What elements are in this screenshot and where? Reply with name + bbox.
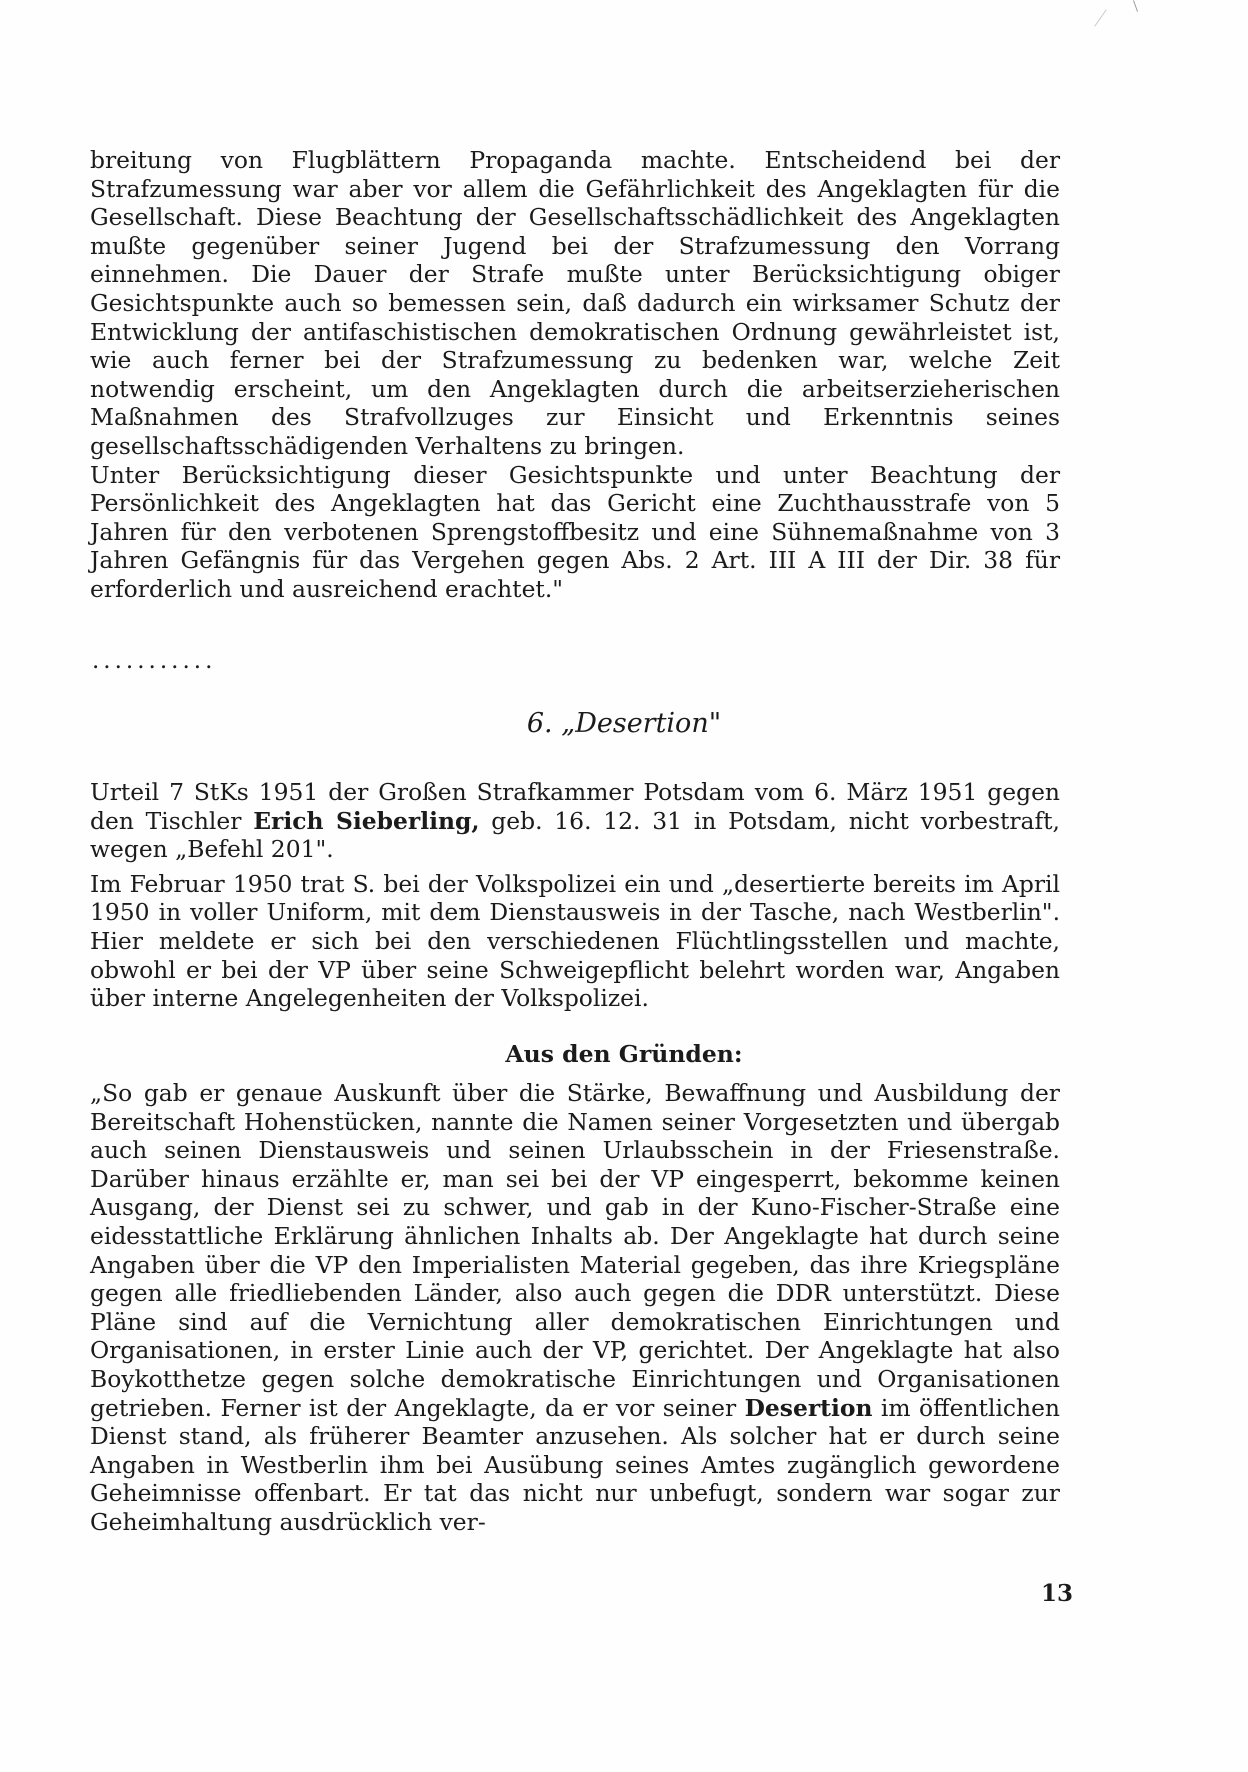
grounds-text-part2: im öffentlichen Dienst stand, als früherer Beamter anzusehen. Als solcher hat er durch seine Angaben in Westberlin ihm bei Ausübung seines Amtes zugänglich gewordene Geheimnisse offenbart. Er tat das nicht nur unbefugt, sondern war sogar zur Geheimhaltung ausdrücklich ver- — [90, 1393, 1060, 1536]
facts-paragraph: Im Februar 1950 trat S. bei der Volkspolizei ein und „desertierte bereits im April 1950 in voller Uniform, mit dem Dienstausweis in der Tasche, nach Westberlin". Hier meldete er sich bei den verschiedenen Flüchtlingsstellen und machte, obwohl er bei der VP über seine Schweigepflicht belehrt worden war, Angaben über interne Angelegenheiten der Volkspolizei. — [90, 869, 1060, 1013]
judgment-paragraph — [90, 778, 1060, 864]
paragraph: breitung von Flugblättern Propaganda machte. Entscheidend bei der Strafzumessung war aber vor allem die Gefährlichkeit des Angeklagten für die Gesellschaft. Diese Beachtung der Gesellschaftsschädlichkeit des Angeklagten mußte gegenüber seiner Jugend bei der Strafzumessung den Vorrang einnehmen. Die Dauer der Strafe mußte unter Berücksichtigung obiger Gesichtspunkte auch so bemessen sein, daß dadurch ein wirksamer Schutz der Entwicklung der antifaschistischen demokratischen Ordnung gewährleistet ist, wie auch ferner bei der Strafzumessung zu bedenken war, welche Zeit notwendig erscheint, um den Angeklagten durch die arbeitserzieherischen Maßnahmen des Strafvollzuges zur Einsicht und Erkenntnis seines gesellschaftsschädigenden Verhaltens zu bringen. — [90, 146, 1060, 460]
scan-mark — [1094, 10, 1106, 27]
ellipsis-marker: ........... — [92, 648, 217, 674]
grounds-heading: Aus den Gründen: — [505, 1040, 743, 1068]
grounds-text-part1: „So gab er genaue Auskunft über die Stärke, Bewaffnung und Ausbildung der Bereitschaft Hohenstücken, nannte die Namen seiner Vorgesetzten und übergab auch seinen Dienstausweis und seinen Urlaubsschein in der Friesenstraße. Darüber hinaus erzählte er, man sei bei der VP eingesperrt, bekomme keinen Ausgang, der Dienst sei zu schwer, und gab in der Kuno-Fischer-Straße eine eidesstattliche Erklärung ähnlichen Inhalts ab. Der Angeklagte hat durch seine Angaben über die VP den Imperialisten Material gegeben, das ihre Kriegspläne gegen alle friedliebenden Länder, also auch gegen die DDR unterstützt. Diese Pläne sind auf die Vernichtung aller demokratischen Einrichtungen und Organisationen, in erster Linie auch der VP, gerichtet. Der Angeklagte hat also Boykotthetze gegen solche demokratische Einrichtungen und Organisationen getrieben. Ferner ist der Angeklagte, da er vor seiner — [90, 1079, 1060, 1422]
grounds-block — [90, 1079, 1060, 1537]
judgment-intro: Urteil 7 StKs 1951 der Großen Strafkammer Potsdam vom 6. März 1951 gegen den Tischler — [90, 778, 1060, 835]
grounds-paragraph — [90, 1079, 1060, 1537]
judgment-rest: geb. 16. 12. 31 in Potsdam, nicht vorbestraft, wegen „Befehl 201". — [90, 806, 1060, 864]
page-number: 13 — [1040, 1580, 1073, 1607]
continued-text-block — [90, 146, 1060, 604]
defendant-name: Erich Sieberling, — [253, 806, 480, 835]
scan-mark — [1133, 0, 1138, 12]
paragraph: Unter Berücksichtigung dieser Gesichtspunkte und unter Beachtung der Persönlichkeit des Angeklagten hat das Gericht eine Zuchthausstrafe von 5 Jahren für den verbotenen Sprengstoffbesitz und eine Sühnemaßnahme von 3 Jahren Gefängnis für das Vergehen gegen Abs. 2 Art. III A III der Dir. 38 für erforderlich und ausreichend erachtet." — [90, 460, 1060, 603]
section-heading: 6. „Desertion" — [526, 708, 722, 739]
judgment-block — [90, 778, 1060, 1013]
grounds-bold-word: Desertion — [744, 1393, 873, 1422]
